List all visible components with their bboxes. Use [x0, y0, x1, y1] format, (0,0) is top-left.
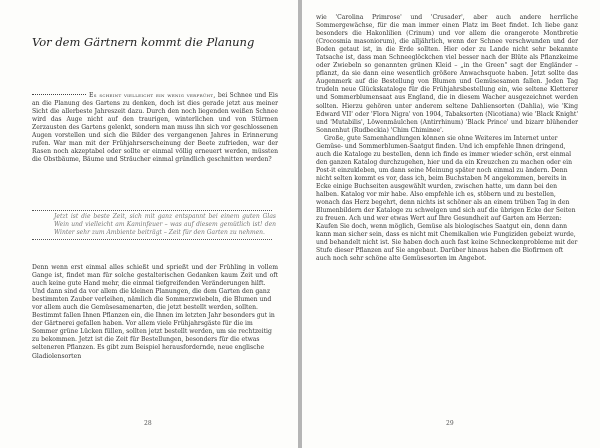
pull-quote-text: Jetzt ist die beste Zeit, sich mit ganz entspannt bei einem guten Glas Wein und vielleicht am Kaminfeuer – was auf diesem gemütlich ist! den Winter sehr zum Ambiente beiträgt – Zeit für den Garten zu nehmen.: [54, 213, 276, 237]
quote-rule-bottom: [32, 239, 272, 240]
left-body-bottom: [32, 264, 278, 361]
right-body: [316, 14, 578, 263]
opening-paragraph: [32, 92, 278, 164]
paragraph-3: Und dann sind da vor allem die kleinen Planungen, die dem Garten den ganz bestimmten Zauber verleihen, nämlich die Sommerzwiebeln, die Blumen und vor allem auch die Gemüsesamenarten, die jetzt bestellt werden, sollten. Bestimmt fallen Ihnen Pflanzen ein, die Ihnen im letzten Jahr besonders gut in der Gärtnerei gefallen haben. Vor allem viele Frühjahrsgäste für die im Sommer grüne Lücken füllen, sollten jetzt bestellt werden, um sie rechtzeitig zu bekommen. Jetzt ist die Zeit für Bestellungen, besonders für die etwas selteneren Pflanzen. Es gibt zum Beispiel herausfordernde, neue englische Gladiolensorten: [32, 288, 275, 360]
right-paragraph-1: wie 'Carolina Primrose' und 'Crusader', aber auch andere herrliche Sommergewächse, für die man immer einen Platz im Beet findet. Ich liebe ganz besonders die Hakonlilien (Crinum) und vor allem die orangerote Montbretie (Crocosmia masoniorum), die alljährlich, wenn der Schnee verschwunden und der Boden getaut ist, in die Erde sollten. Hier oder zu Lande nicht sehr bekannte Tatsache ist, dass man Schneeglöckchen viel besser nach der Blüte als Pflanzkeime oder Zwiebeln so genannten grünen Kleid – „in the Green" sagt der Engländer – pflanzt, da sie dann eine wesentlich größere Anwachsquote haben. Jetzt sollte das Augenmerk auf die Bestellung von Blumen und Gemüsesamen fallen. Jeden Tag trudeln neue Glückskataloge für die Frühjahrsbestellung ein, wie seltene Kletterer und Sommerblumensaat aus England, die in diesem Wacher ausgezeichnet werden sollten. Hierzu gehören unter anderem seltene Dahliensorten (Dahlia), wie 'King Edward VII' oder 'Flora Nigra' von 1904, Tabaksorten (Nicotiana) wie 'Black Knight' und 'Mutabilis', Löwenmäulchen (Antirrhinum) 'Black Prince' und bizarr blühender Sonnenhut (Rudbeckia) 'Chim Chiminee'.: [316, 14, 578, 134]
right-paragraph-2: Große, gute Samenhandlungen können sie ohne Weiteres im Internet unter Gemüse- und Sommerblumen-Saatgut finden. Und ich empfehle Ihnen dringend, auch die Kataloge zu bestellen, denn ich finde es immer wieder schön, erst einmal den ganzen Katalog durchzugehen, hier und da ein Kreuzchen zu machen oder ein Post-it einzukleben, um dann seine Meinung später noch einmal zu ändern. Denn nicht selten kommt es vor, dass ich, beim Buchstaben M angekommen, bereits in Ecke einige Buchseiten ausgewählt wurden, zwischen hatte, um dann bei den halben. Katalog vor mir habe. Also empfehle ich es, stöbern und zu bestellen, wonach das Herz begehrt, denn nichts ist schöner als an einem trüben Tag in den Blumenbildern der Kataloge zu schwelgen und sich auf die übrigen Ecke der Seiten zu freuen. Ach und wer etwas Wert auf Ihre Gesundheit auf Garten am Herzen: Kaufen Sie doch, wenn möglich, Gemüse als biologisches Saatgut ein, denn dann kann man sicher sein, dass es nicht mit Chemikalien wie Fungiziden gebeizt wurde, und behandelt nicht ist. Sie haben doch auch fast keine Schneckenprobleme mit der Stufe dieser Pflanzen auf Sie angebaut. Darüber hinaus haben die Biofirmen oft auch noch sehr schöne alte Gemüsesorten im Angebot.: [316, 134, 578, 263]
left-page: [0, 0, 298, 448]
pull-quote: [32, 210, 276, 240]
opening-smallcaps: Es scheint vielleicht ein wenig verfrüht,: [89, 92, 216, 99]
paragraph-2: Denn wenn erst einmal alles schießt und sprießt und der Frühling in vollem Gange ist, findet man für solche gestalterischen Gedanken kaum Zeit und oft auch keine gute Hand mehr, die einmal tiefgreifenden Veränderungen hilft.: [32, 264, 278, 288]
page-number-right: 29: [446, 420, 454, 427]
chapter-title: Vor dem Gärtnern kommt die Planung: [32, 35, 255, 49]
page-number-left: 28: [144, 420, 152, 427]
dotted-lead-rule: [32, 94, 86, 95]
opening-paragraph-text: bei Schnee und Eis an die Planung des Gartens zu denken, doch ist dies gerade jetzt aus meiner Sicht die allerbeste Jahreszeit dazu. Durch den noch liegenden weißen Schnee wird das Auge nicht auf den traurigen, winterlichen und von Stürmen Zerzausten des Gartens gelenkt, sondern man muss ihn sich vor geschlossenen Augen vorstellen und sich die Bilder des vergangenen Jahres in Erinnerung rufen. War man mit der Frühjahrserscheinung der Beete zufrieden, war der Rasen noch akzeptabel oder sollte er einmal völlig erneuert werden, müssten die Obstbäume, Bäume und Sträucher einmal gründlich geschnitten werden?: [32, 92, 278, 164]
left-body-top: [32, 92, 278, 164]
right-page: [302, 0, 600, 448]
